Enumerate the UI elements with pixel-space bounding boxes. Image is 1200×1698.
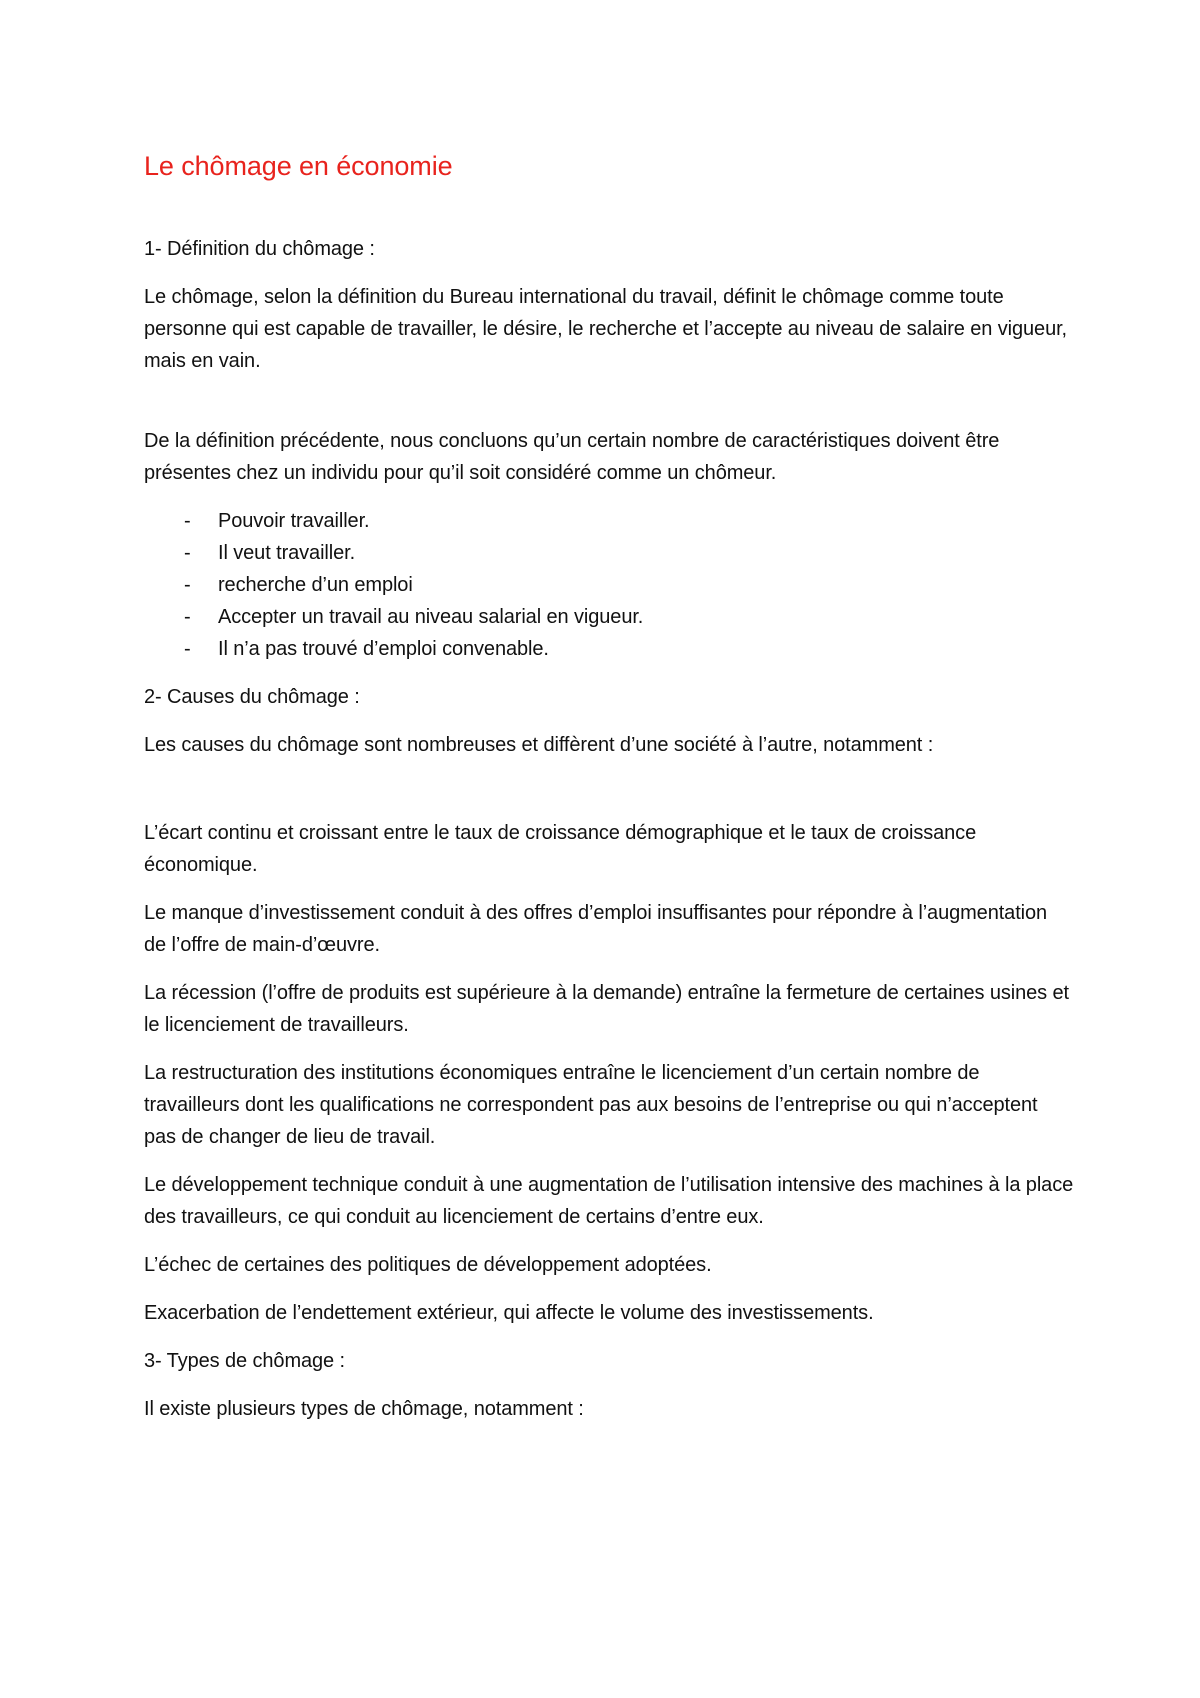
cause-paragraph: Le manque d’investissement conduit à des offres d’emploi insuffisantes pour répondre à l’augmentation de l’offre de main-d’œuvre. <box>144 902 1048 956</box>
document-body <box>144 146 1074 1441</box>
document-title: Le chômage en économie <box>144 151 453 181</box>
section-2-heading: 2- Causes du chômage : <box>144 686 360 708</box>
cause-paragraph: L’échec de certaines des politiques de développement adoptées. <box>144 1254 712 1276</box>
causes-intro-paragraph: Les causes du chômage sont nombreuses et diffèrent d’une société à l’autre, notamment : <box>144 734 934 756</box>
list-item-text: Il veut travailler. <box>218 542 356 564</box>
cause-paragraph: La restructuration des institutions économiques entraîne le licenciement d’un certain nombre de travailleurs dont les qualifications ne correspondent pas aux besoins de l’entreprise ou qui n’acceptent pas de changer de lieu de travail. <box>144 1062 1038 1148</box>
cause-paragraph: La récession (l’offre de produits est supérieure à la demande) entraîne la fermeture de certaines usines et le licenciement de travailleurs. <box>144 982 1070 1036</box>
list-item-text: Il n’a pas trouvé d’emploi convenable. <box>218 638 549 660</box>
list-item <box>144 601 1074 633</box>
dash-marker: - <box>184 638 191 660</box>
cause-paragraph: L’écart continu et croissant entre le taux de croissance démographique et le taux de croissance économique. <box>144 822 977 876</box>
characteristics-list <box>144 505 1074 665</box>
list-item <box>144 633 1074 665</box>
section-1-heading: 1- Définition du chômage : <box>144 238 375 260</box>
section-3-heading: 3- Types de chômage : <box>144 1350 345 1372</box>
dash-marker: - <box>184 510 191 532</box>
list-item <box>144 569 1074 601</box>
dash-marker: - <box>184 542 191 564</box>
list-item-text: Accepter un travail au niveau salarial en vigueur. <box>218 606 644 628</box>
list-item <box>144 505 1074 537</box>
definition-paragraph: Le chômage, selon la définition du Bureau international du travail, définit le chômage comme toute personne qui est capable de travailler, le désire, le recherche et l’accepte au niveau de salaire en vigueur, mais en vain. <box>144 286 1068 372</box>
list-item-text: recherche d’un emploi <box>218 574 413 596</box>
dash-marker: - <box>184 574 191 596</box>
cause-paragraph: Exacerbation de l’endettement extérieur, qui affecte le volume des investissements. <box>144 1302 874 1324</box>
dash-marker: - <box>184 606 191 628</box>
cause-paragraph: Le développement technique conduit à une augmentation de l’utilisation intensive des machines à la place des travailleurs, ce qui conduit au licenciement de certains d’entre eux. <box>144 1174 1074 1228</box>
characteristics-paragraph: De la définition précédente, nous concluons qu’un certain nombre de caractéristiques doivent être présentes chez un individu pour qu’il soit considéré comme un chômeur. <box>144 430 1000 484</box>
list-item-text: Pouvoir travailler. <box>218 510 370 532</box>
types-intro-paragraph: Il existe plusieurs types de chômage, notamment : <box>144 1398 584 1420</box>
list-item <box>144 537 1074 569</box>
